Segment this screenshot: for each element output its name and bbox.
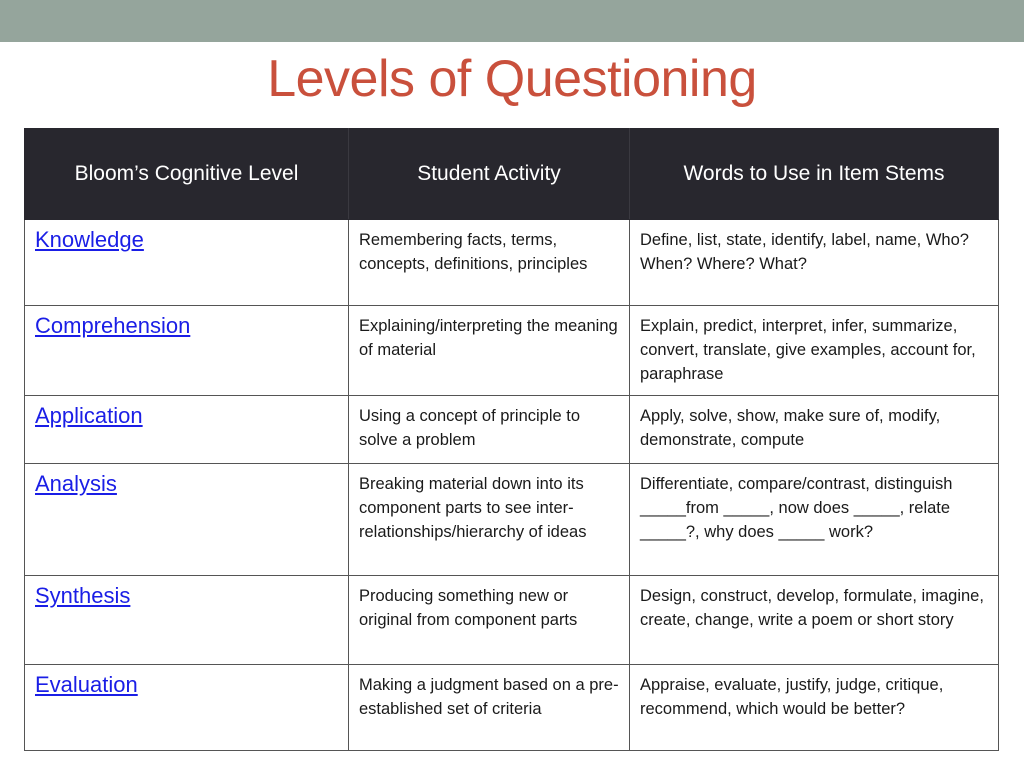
level-link-comprehension[interactable]: Comprehension — [35, 313, 191, 338]
words-cell: Define, list, state, identify, label, name, Who? When? Where? What? — [630, 220, 999, 306]
level-cell — [25, 665, 349, 751]
level-cell — [25, 396, 349, 464]
activity-cell: Remembering facts, terms, concepts, definitions, principles — [349, 220, 630, 306]
level-cell — [25, 464, 349, 576]
activity-cell: Using a concept of principle to solve a problem — [349, 396, 630, 464]
slide-title: Levels of Questioning — [267, 50, 757, 108]
words-cell: Apply, solve, show, make sure of, modify, demonstrate, compute — [630, 396, 999, 464]
level-link-synthesis[interactable]: Synthesis — [35, 583, 131, 608]
table-row — [25, 665, 999, 751]
activity-cell: Producing something new or original from component parts — [349, 576, 630, 665]
table-row — [25, 220, 999, 306]
header-cognitive-level: Bloom’s Cognitive Level — [25, 129, 349, 220]
activity-cell: Making a judgment based on a pre-established set of criteria — [349, 665, 630, 751]
level-cell — [25, 220, 349, 306]
words-cell: Appraise, evaluate, justify, judge, critique, recommend, which would be better? — [630, 665, 999, 751]
level-link-evaluation[interactable]: Evaluation — [35, 672, 138, 697]
top-accent-band — [0, 0, 1024, 42]
level-cell — [25, 306, 349, 396]
table-row — [25, 464, 999, 576]
level-link-knowledge[interactable]: Knowledge — [35, 227, 144, 252]
activity-cell: Breaking material down into its component parts to see inter-relationships/hierarchy of ideas — [349, 464, 630, 576]
table-row — [25, 576, 999, 665]
level-link-application[interactable]: Application — [35, 403, 143, 428]
table-row — [25, 396, 999, 464]
header-student-activity: Student Activity — [349, 129, 630, 220]
words-cell: Design, construct, develop, formulate, imagine, create, change, write a poem or short story — [630, 576, 999, 665]
header-item-stem-words: Words to Use in Item Stems — [630, 129, 999, 220]
level-cell — [25, 576, 349, 665]
level-link-analysis[interactable]: Analysis — [35, 471, 117, 496]
bloom-levels-table — [24, 128, 999, 751]
words-cell: Differentiate, compare/contrast, distinguish _____from _____, now does _____, relate _____?, why does _____ work? — [630, 464, 999, 576]
table-header-row — [25, 129, 999, 220]
table-row — [25, 306, 999, 396]
words-cell: Explain, predict, interpret, infer, summarize, convert, translate, give examples, account for, paraphrase — [630, 306, 999, 396]
activity-cell: Explaining/interpreting the meaning of material — [349, 306, 630, 396]
